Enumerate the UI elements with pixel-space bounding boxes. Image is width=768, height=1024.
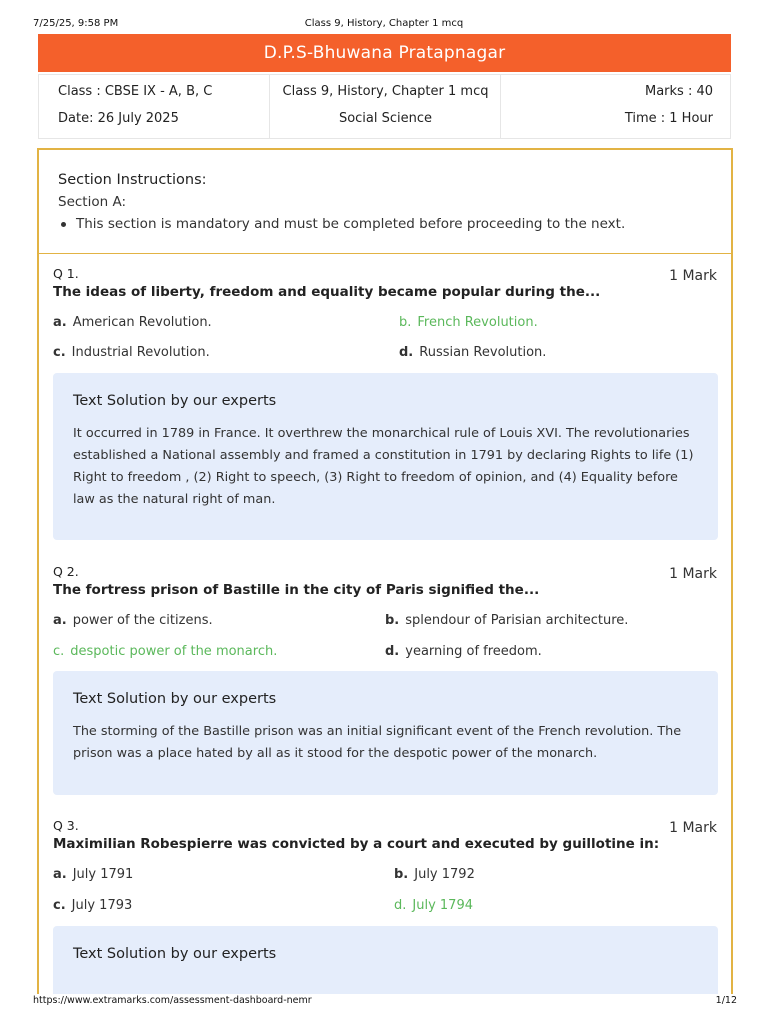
print-datetime: 7/25/25, 9:58 PM bbox=[33, 18, 119, 29]
print-title: Class 9, History, Chapter 1 mcq bbox=[304, 18, 464, 29]
question-paper bbox=[37, 148, 733, 1024]
question-number: Q 2. bbox=[53, 564, 79, 579]
question-mark: 1 Mark bbox=[669, 566, 717, 582]
print-footer bbox=[0, 994, 768, 1024]
option-b[interactable]: b. splendour of Parisian architecture. bbox=[385, 613, 629, 628]
marks-label: Marks : 40 bbox=[644, 84, 713, 99]
info-col-test bbox=[270, 75, 501, 138]
solution-title: Text Solution by our experts bbox=[73, 691, 277, 707]
solution-title: Text Solution by our experts bbox=[73, 946, 277, 962]
instruction-bullet bbox=[61, 216, 625, 232]
instructions-title: Section Instructions: bbox=[58, 172, 207, 188]
question-text: Maximilian Robespierre was convicted by a court and executed by guillotine in: bbox=[53, 836, 660, 852]
option-a[interactable]: a. July 1791 bbox=[53, 867, 134, 882]
test-info-table bbox=[38, 74, 731, 139]
option-c[interactable]: c. July 1793 bbox=[53, 898, 133, 913]
option-d[interactable]: d. Russian Revolution. bbox=[399, 345, 547, 360]
solution-box bbox=[53, 373, 718, 540]
subject-label: Social Science bbox=[338, 111, 433, 126]
section-name: Section A: bbox=[58, 194, 126, 210]
option-d[interactable]: d. yearning of freedom. bbox=[385, 644, 542, 659]
info-col-marks bbox=[501, 75, 732, 138]
option-d-correct[interactable]: d. July 1794 bbox=[394, 898, 473, 913]
solution-text: It occurred in 1789 in France. It overthrew the monarchical rule of Louis XVI. The revolutionaries established a National assembly and framed a constitution in 1791 by declaring Rights to life (1) Right to freedom , (2) Right to speech, (3) Right to freedom of opinion, and (4) Equality before law as the natural right of man. bbox=[73, 426, 694, 507]
school-banner: D.P.S-Bhuwana Pratapnagar bbox=[38, 34, 731, 72]
instruction-text: This section is mandatory and must be completed before proceeding to the next. bbox=[76, 216, 626, 232]
option-c[interactable]: c. Industrial Revolution. bbox=[53, 345, 210, 360]
class-label: Class : CBSE IX - A, B, C bbox=[58, 84, 213, 99]
option-b[interactable]: b. July 1792 bbox=[394, 867, 475, 882]
option-a[interactable]: a. power of the citizens. bbox=[53, 613, 213, 628]
option-c-correct[interactable]: c. despotic power of the monarch. bbox=[53, 644, 278, 659]
question-number: Q 1. bbox=[53, 266, 79, 281]
section-instructions bbox=[39, 150, 731, 254]
page-number: 1/12 bbox=[715, 995, 737, 1006]
solution-box bbox=[53, 671, 718, 795]
question-text: The ideas of liberty, freedom and equality became popular during the... bbox=[53, 284, 601, 300]
question-mark: 1 Mark bbox=[669, 268, 717, 284]
test-name: Class 9, History, Chapter 1 mcq bbox=[282, 84, 489, 99]
date-label: Date: 26 July 2025 bbox=[58, 111, 179, 126]
option-a[interactable]: a. American Revolution. bbox=[53, 315, 212, 330]
bullet-icon bbox=[61, 222, 66, 227]
page-url[interactable]: https://www.extramarks.com/assessment-dashboard-nemr bbox=[33, 995, 312, 1006]
option-b-correct[interactable]: b. French Revolution. bbox=[399, 315, 538, 330]
time-label: Time : 1 Hour bbox=[624, 111, 713, 126]
question-text: The fortress prison of Bastille in the city of Paris signified the... bbox=[53, 582, 540, 598]
solution-title: Text Solution by our experts bbox=[73, 393, 277, 409]
solution-text: The storming of the Bastille prison was an initial significant event of the French revolution. The prison was a place hated by all as it stood for the despotic power of the monarch. bbox=[73, 724, 682, 761]
question-mark: 1 Mark bbox=[669, 820, 717, 836]
info-col-class bbox=[39, 75, 270, 138]
question-number: Q 3. bbox=[53, 818, 79, 833]
print-header bbox=[0, 0, 768, 34]
